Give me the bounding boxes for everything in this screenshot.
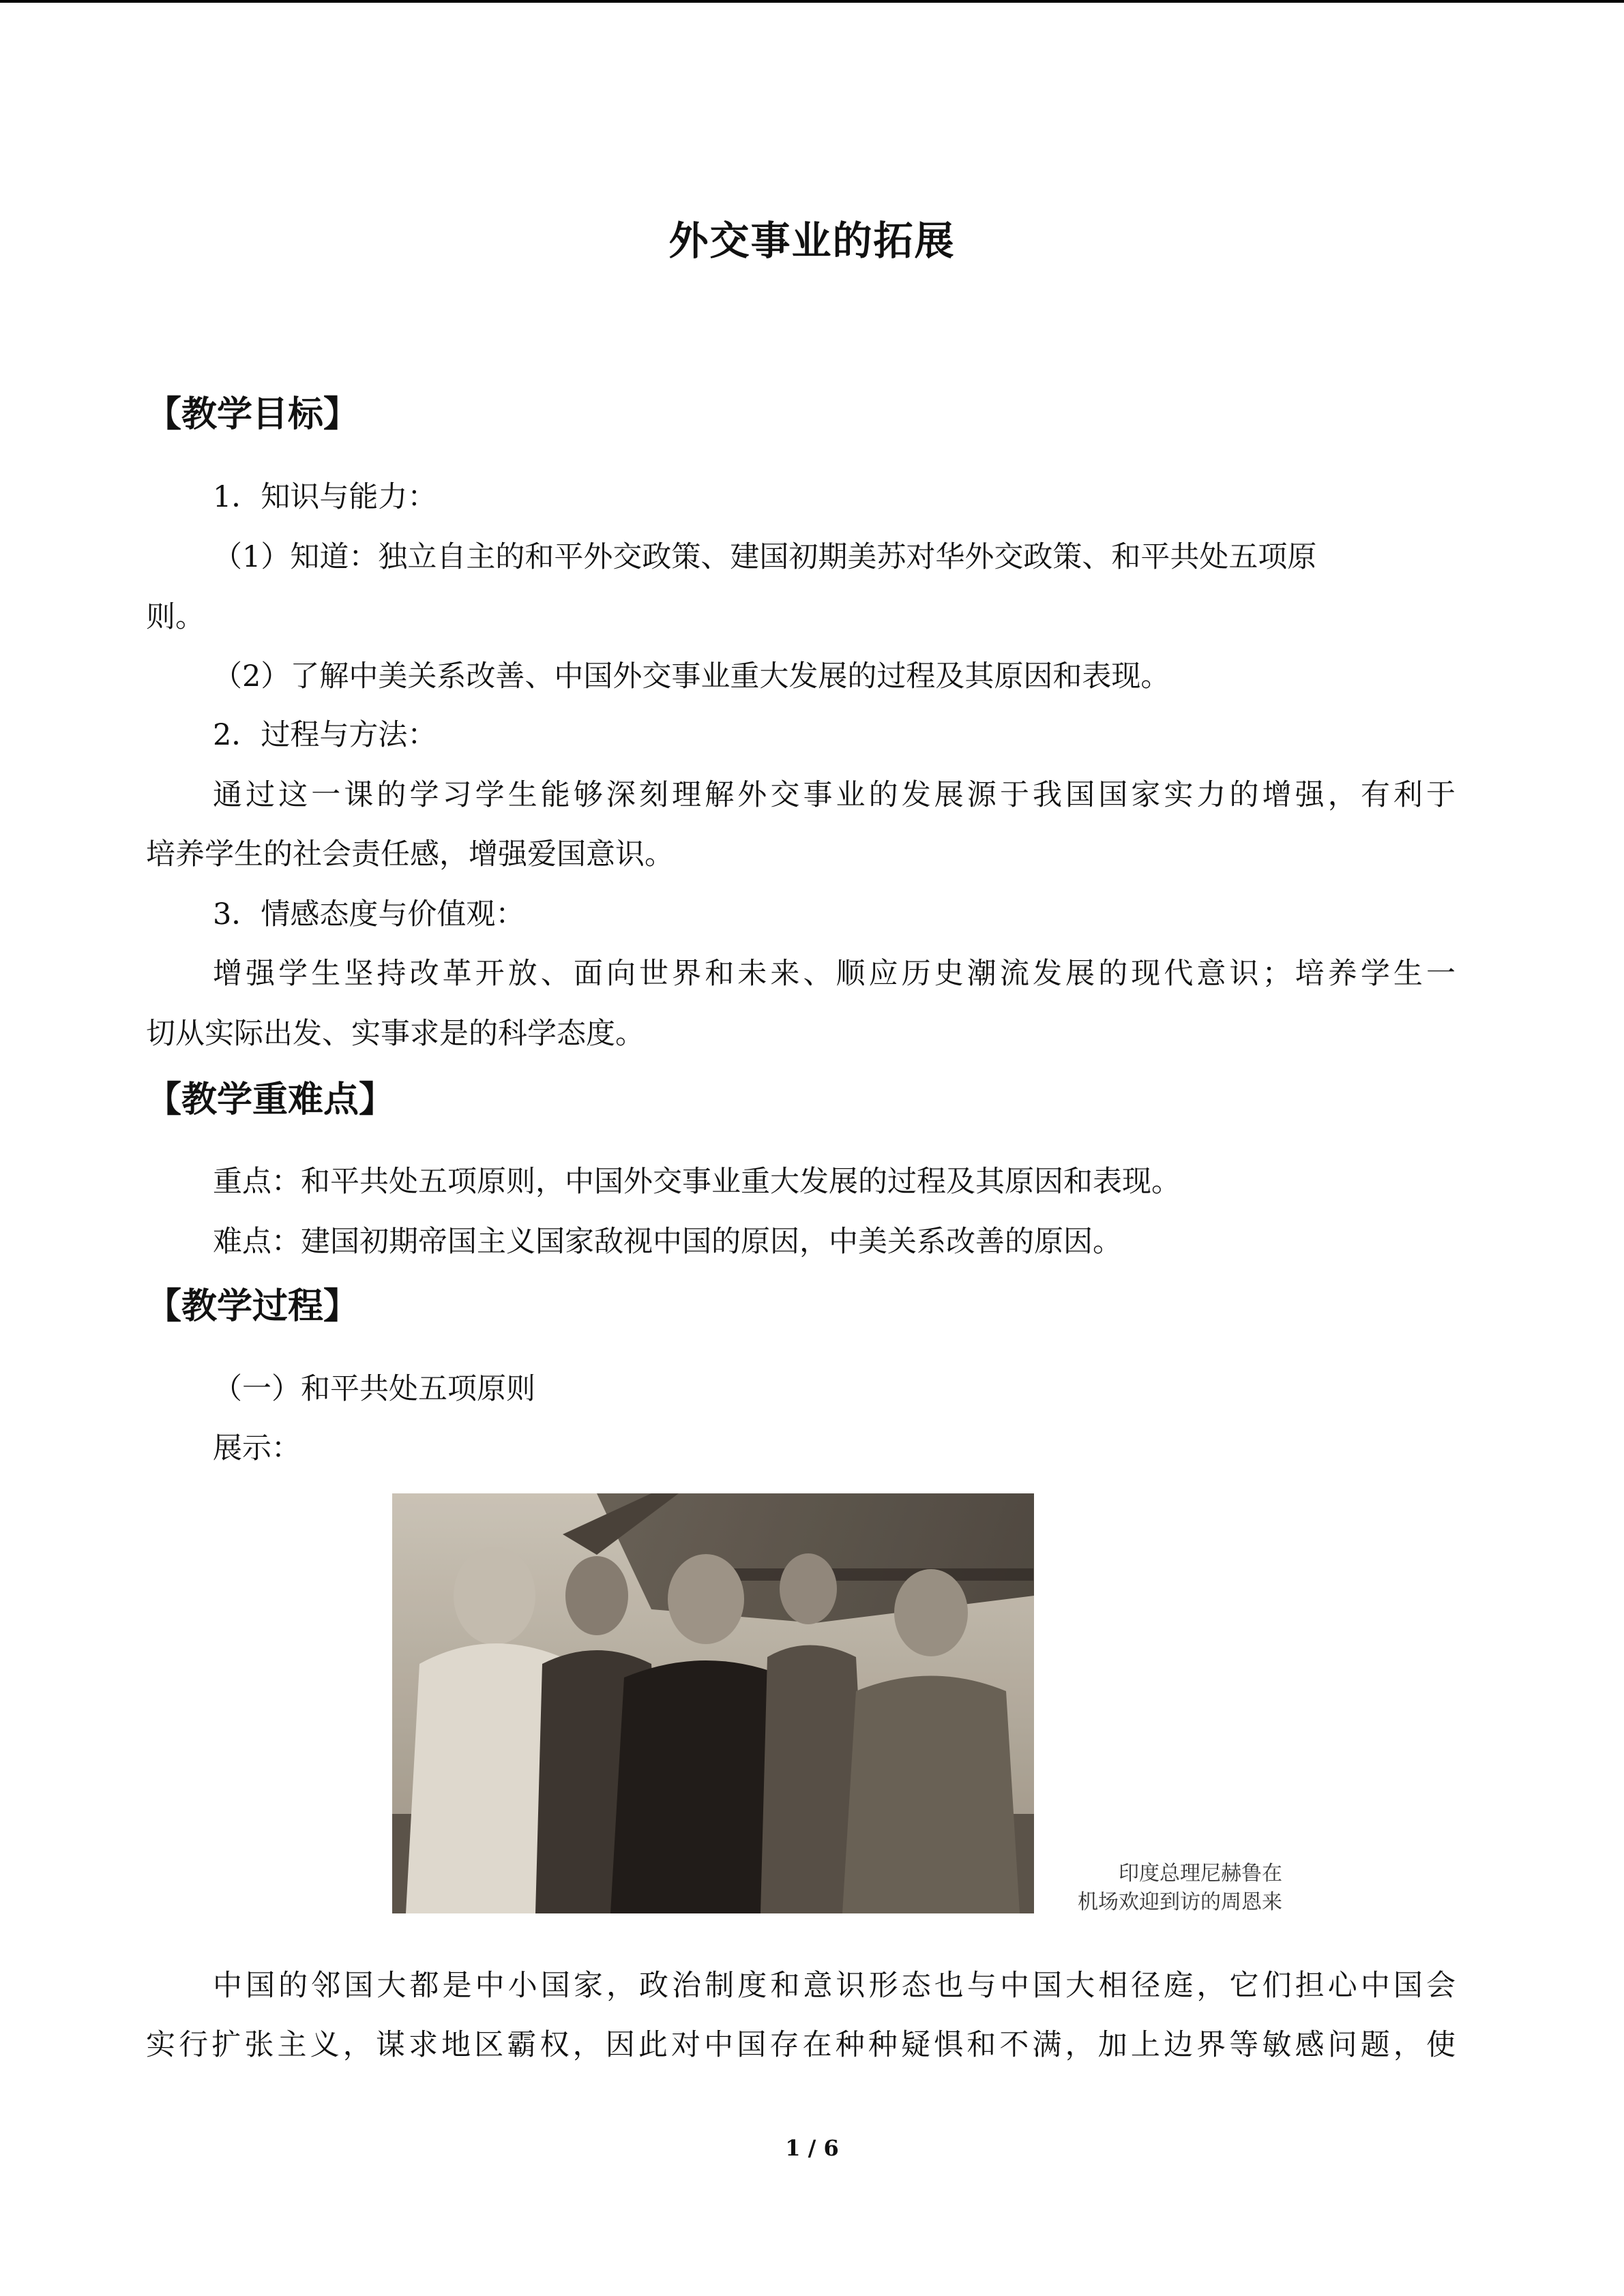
page-number: 1 / 6 xyxy=(785,2135,839,2161)
section-heading-process: 【教学过程】 xyxy=(146,1286,359,1327)
photo-illustration xyxy=(392,1493,1034,1913)
photo-caption-line-2: 机场欢迎到访的周恩来 xyxy=(1078,1890,1282,1914)
section-heading-key-points: 【教学重难点】 xyxy=(146,1079,395,1120)
paragraph-line: 实行扩张主义，谋求地区霸权，因此对中国存在种种疑惧和不满，加上边界等敏感问题，使 xyxy=(146,2028,1456,2062)
paragraph-line: 2．过程与方法： xyxy=(213,718,437,752)
historical-photo xyxy=(392,1493,1034,1913)
paragraph-line: 1．知识与能力： xyxy=(213,480,437,514)
paragraph-line: 重点：和平共处五项原则，中国外交事业重大发展的过程及其原因和表现。 xyxy=(213,1165,1181,1199)
paragraph-line: 中国的邻国大都是中小国家，政治制度和意识形态也与中国大相径庭，它们担心中国会 xyxy=(213,1969,1456,2003)
paragraph-line: 切从实际出发、实事求是的科学态度。 xyxy=(146,1017,645,1051)
paragraph-line: 3．情感态度与价值观： xyxy=(213,897,525,931)
photo-caption-line-1: 印度总理尼赫鲁在 xyxy=(1119,1862,1282,1885)
document-title: 外交事业的拓展 xyxy=(668,218,956,264)
paragraph-line: 展示： xyxy=(213,1431,301,1465)
paragraph-line: 通过这一课的学习学生能够深刻理解外交事业的发展源于我国国家实力的增强，有利于 xyxy=(213,778,1456,812)
paragraph-line: 培养学生的社会责任感，增强爱国意识。 xyxy=(146,837,674,871)
section-heading-objectives: 【教学目标】 xyxy=(146,394,359,435)
paragraph-line: （一）和平共处五项原则 xyxy=(213,1372,535,1406)
paragraph-line: 则。 xyxy=(146,600,205,634)
paragraph-line: 增强学生坚持改革开放、面向世界和未来、顺应历史潮流发展的现代意识；培养学生一 xyxy=(213,957,1456,991)
paragraph-line: （1）知道：独立自主的和平外交政策、建国初期美苏对华外交政策、和平共处五项原 xyxy=(213,540,1317,574)
paragraph-line: （2）了解中美关系改善、中国外交事业重大发展的过程及其原因和表现。 xyxy=(213,659,1170,694)
paragraph-line: 难点：建国初期帝国主义国家敌视中国的原因，中美关系改善的原因。 xyxy=(213,1225,1122,1259)
